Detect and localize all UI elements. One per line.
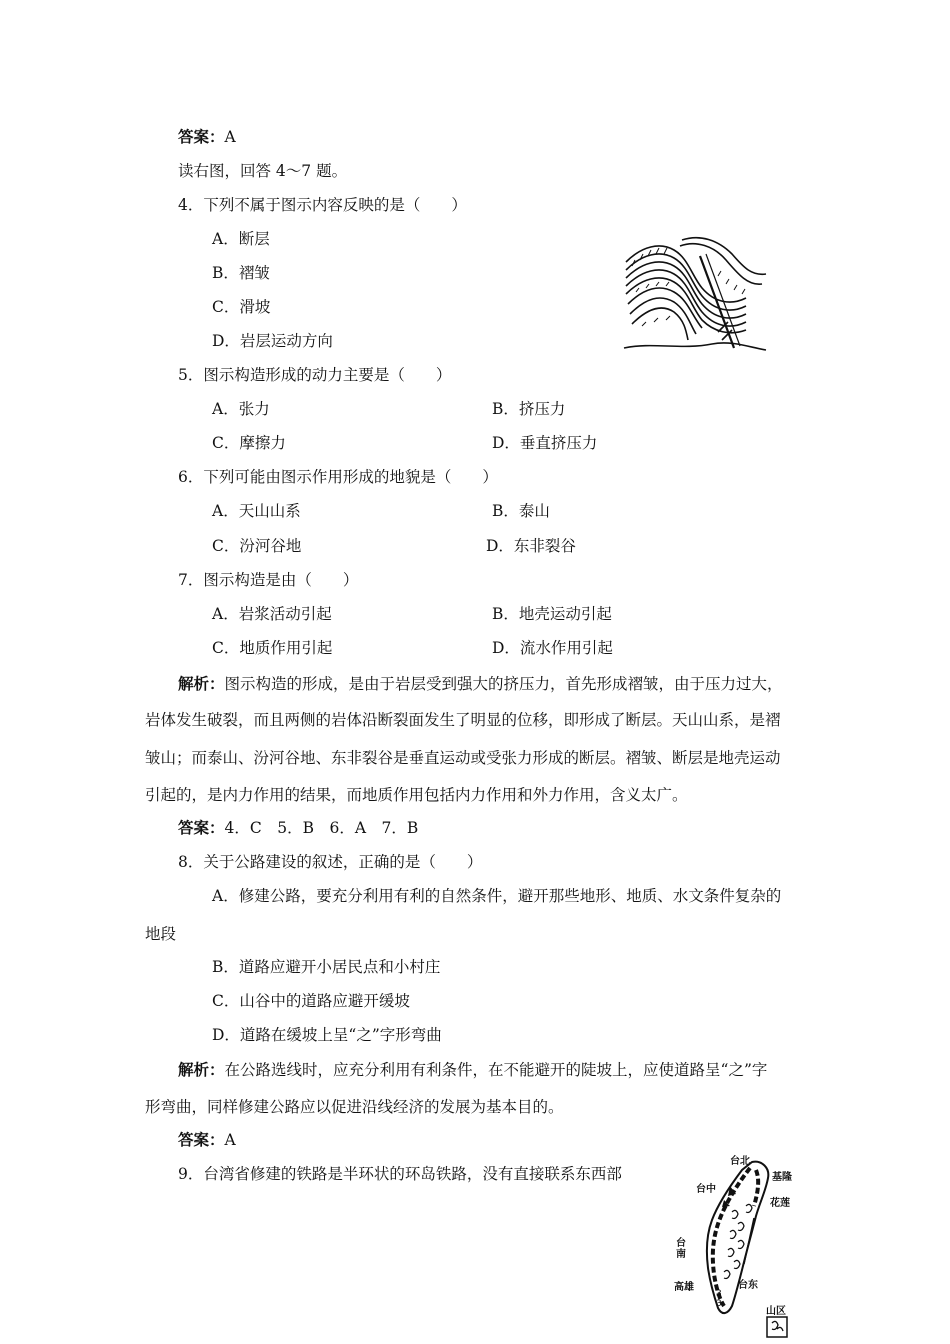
question-8-option-d: D．道路在缓坡上呈“之”字形弯曲 (212, 1026, 442, 1044)
question-4-stem: 4．下列不属于图示内容反映的是（ ） (178, 196, 467, 214)
answer-label: 答案： (178, 127, 225, 146)
taiwan-railway-map (666, 1146, 806, 1342)
question-5-stem: 5．图示构造形成的动力主要是（ ） (178, 366, 452, 384)
analysis-2-line-1 (178, 1060, 767, 1080)
question-8-option-a: A．修建公路，要充分利用有利的自然条件，避开那些地形、地质、水文条件复杂的 (212, 887, 782, 905)
analysis-label: 解析： (178, 1060, 225, 1079)
analysis-label: 解析： (178, 674, 225, 693)
legend-mountain-label: 山区 (766, 1306, 786, 1317)
label-taichung: 台中 (696, 1184, 716, 1195)
legend-mountain-symbol (766, 1316, 788, 1338)
answer-value: 4．C 5．B 6．A 7．B (224, 819, 419, 837)
question-4-option-b: B．褶皱 (212, 264, 270, 282)
question-4-option-d: D．岩层运动方向 (212, 332, 333, 350)
reading-instruction: 读右图，回答 4～7 题。 (178, 162, 348, 180)
question-4-option-c: C．滑坡 (212, 298, 271, 316)
label-taitung: 台东 (738, 1280, 758, 1291)
answer-line-2 (178, 818, 418, 838)
label-tainan: 台南 (676, 1238, 686, 1260)
question-7-stem: 7．图示构造是由（ ） (178, 571, 359, 589)
analysis-1-line-1 (178, 674, 783, 694)
question-5-option-c: C．摩擦力 (212, 434, 286, 452)
question-6-option-a: A．天山山系 (212, 502, 301, 520)
question-6-option-c: C．汾河谷地 (212, 537, 302, 555)
analysis-1-line-2: 岩体发生破裂，而且两侧的岩体沿断裂面发生了明显的位移，即形成了断层。天山山系，是褶 (145, 711, 781, 729)
analysis-1-line-4: 引起的，是内力作用的结果，而地质作用包括内力作用和外力作用，含义太广。 (145, 786, 688, 804)
question-8-option-c: C．山谷中的道路应避开缓坡 (212, 992, 410, 1010)
analysis-text: 在公路选线时，应充分利用有利条件，在不能避开的陡坡上，应使道路呈“之”字 (224, 1061, 768, 1079)
question-7-option-b: B．地壳运动引起 (492, 605, 612, 623)
answer-line-1 (178, 127, 236, 147)
question-8-option-a-continued: 地段 (145, 925, 177, 943)
answer-label: 答案： (178, 1130, 225, 1149)
question-8-stem: 8．关于公路建设的叙述，正确的是（ ） (178, 853, 483, 871)
question-6-option-b: B．泰山 (492, 502, 550, 520)
answer-value: A (224, 128, 236, 146)
label-keelung: 基隆 (772, 1172, 792, 1183)
svg-text:3: 3 (716, 1289, 722, 1299)
question-5-option-b: B．挤压力 (492, 400, 566, 418)
analysis-2-line-2: 形弯曲，同样修建公路应以促进沿线经济的发展为基本目的。 (145, 1098, 564, 1116)
question-8-option-b: B．道路应避开小居民点和小村庄 (212, 958, 441, 976)
answer-line-3 (178, 1130, 236, 1150)
question-5-option-d: D．垂直挤压力 (492, 434, 598, 452)
question-6-stem: 6．下列可能由图示作用形成的地貌是（ ） (178, 468, 498, 486)
question-6-option-d: D．东非裂谷 (486, 537, 576, 555)
question-4-option-a: A．断层 (212, 230, 270, 248)
fold-fault-diagram (622, 236, 768, 358)
question-5-option-a: A．张力 (212, 400, 270, 418)
answer-label: 答案： (178, 818, 225, 837)
label-hualien: 花莲 (770, 1198, 790, 1209)
question-7-option-d: D．流水作用引起 (492, 639, 613, 657)
question-9-stem: 9．台湾省修建的铁路是半环状的环岛铁路，没有直接联系东西部 (178, 1165, 622, 1183)
analysis-text: 图示构造的形成，是由于岩层受到强大的挤压力，首先形成褶皱，由于压力过大， (224, 675, 783, 693)
question-7-option-c: C．地质作用引起 (212, 639, 333, 657)
answer-value: A (224, 1131, 236, 1149)
svg-text:3: 3 (716, 1299, 722, 1309)
question-7-option-a: A．岩浆活动引起 (212, 605, 332, 623)
label-kaohsiung: 高雄 (674, 1282, 694, 1293)
label-taipei: 台北 (730, 1156, 750, 1167)
analysis-1-line-3: 皱山；而泰山、汾河谷地、东非裂谷是垂直运动或受张力形成的断层。褶皱、断层是地壳运动 (145, 749, 781, 767)
